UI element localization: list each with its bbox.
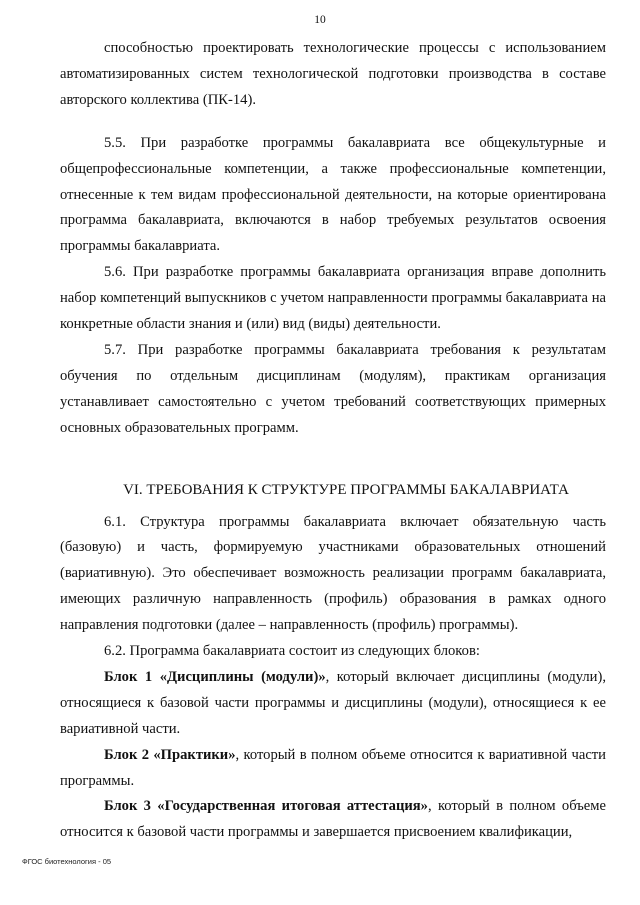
- paragraph-block-2: [60, 743, 606, 795]
- block-2-title: Блок 2 «Практики»: [104, 746, 236, 763]
- paragraph-6-1: 6.1. Структура программы бакалавриата включает обязательную часть (базовую) и часть, формируемую участниками образовательных отношений (вариативную). Это обеспечивает возможность реализации программ бакалавриата, имеющих различную направленность (профиль) образования в рамках одного направления подготовки (далее – направленность (профиль) программы).: [60, 513, 606, 634]
- paragraph-5-6: 5.6. При разработке программы бакалавриата организация вправе дополнить набор компетенций выпускников с учетом направленности программы бакалавриата на конкретные области знания и (или) вид (виды) деятельности.: [60, 264, 606, 333]
- section-heading: VI. ТРЕБОВАНИЯ К СТРУКТУРЕ ПРОГРАММЫ БАКАЛАВРИАТА: [123, 481, 569, 498]
- block-3-text: , который в полном объеме относится к базовой части программы и завершается присвоением квалификации,: [60, 798, 606, 841]
- block-1-text: , который включает дисциплины (модули), относящиеся к базовой части программы и дисциплины (модули), относящиеся к ее вариативной части.: [60, 668, 606, 737]
- block-2-text: , который в полном объеме относится к вариативной части программы.: [60, 746, 606, 789]
- paragraph-5-5: 5.5. При разработке программы бакалавриата все общекультурные и общепрофессиональные компетенции, а также профессиональные компетенции, отнесенные к тем видам профессиональной деятельности, на которые ориентирована программа бакалавриата, включаются в набор требуемых результатов освоения программы бакалавриата.: [60, 134, 606, 255]
- paragraph-block-3: [60, 794, 606, 846]
- document-body: [60, 36, 606, 846]
- page-number: 10: [314, 14, 326, 26]
- paragraph-5-7: 5.7. При разработке программы бакалавриата требования к результатам обучения по отдельным дисциплинам (модулям), практикам организация устанавливает самостоятельно с учетом требований соответствующих примерных основных образовательных программ.: [60, 341, 606, 436]
- paragraph-6-2: 6.2. Программа бакалавриата состоит из следующих блоков:: [104, 643, 480, 660]
- paragraph-block-1: [60, 665, 606, 743]
- block-3-title: Блок 3 «Государственная итоговая аттестация»: [104, 798, 428, 815]
- page-footer: ФГОС биотехнология - 05: [22, 857, 112, 866]
- block-1-title: Блок 1 «Дисциплины (модули)»: [104, 668, 326, 685]
- paragraph-pk14-continuation: способностью проектировать технологические процессы с использованием автоматизированных систем технологической подготовки производства в составе авторского коллектива (ПК-14).: [60, 40, 606, 108]
